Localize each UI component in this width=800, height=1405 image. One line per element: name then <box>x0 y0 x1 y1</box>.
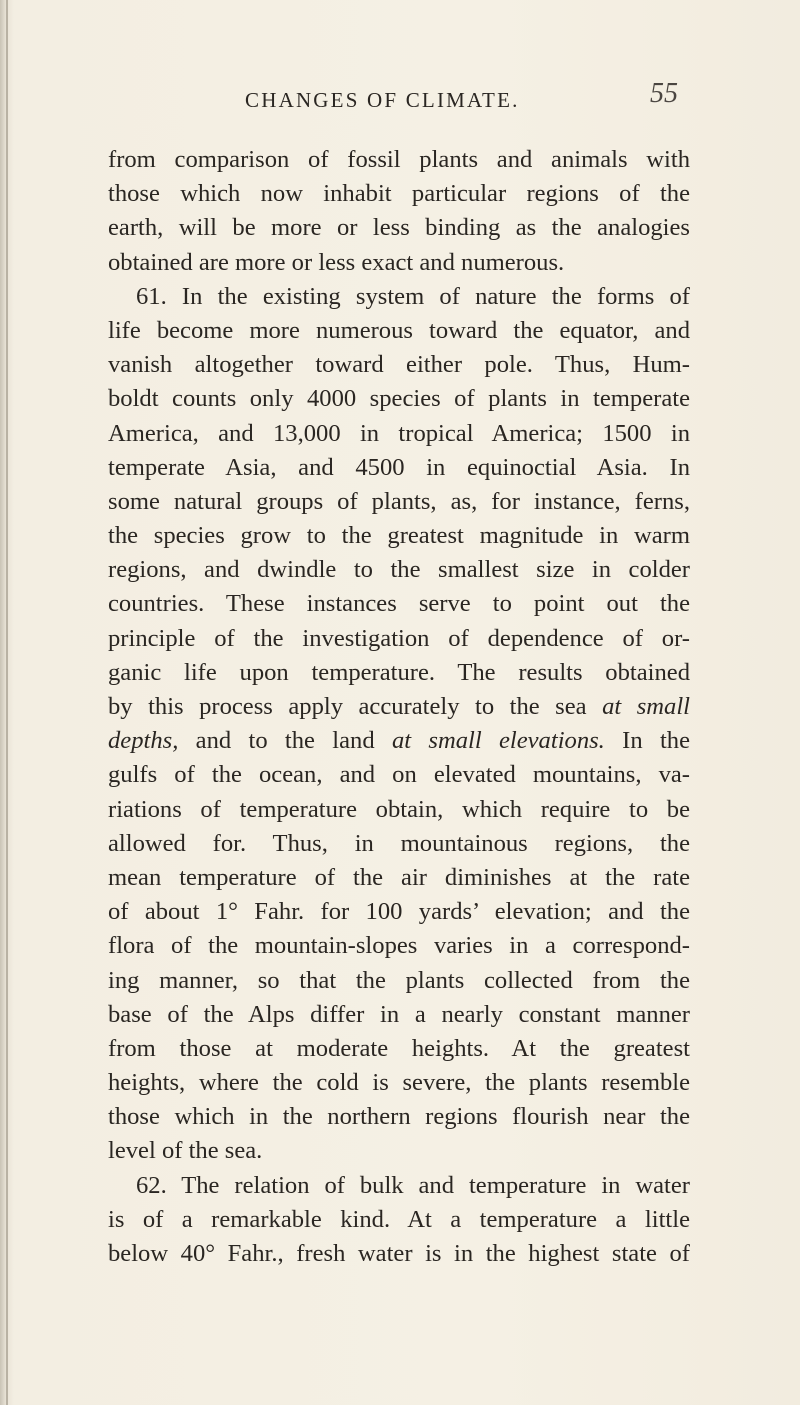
text-segment: heights, where the cold is severe, the plants resemble <box>108 1069 690 1097</box>
text-line <box>108 1066 690 1100</box>
text-line <box>108 382 690 416</box>
text-segment: temperate Asia, and 4500 in equinoctial Asia. In <box>108 453 690 481</box>
text-segment: principle of the investigation of dependence of or- <box>108 624 690 652</box>
text-segment: those which now inhabit particular regions of the <box>108 180 690 208</box>
text-segment: ganic life upon temperature. The results obtained <box>108 658 690 686</box>
text-segment: and to the land <box>178 727 392 755</box>
body-text <box>108 143 690 1271</box>
text-segment: boldt counts only 4000 species of plants in temperate <box>108 385 690 413</box>
text-line <box>108 348 690 382</box>
text-segment: flora of the mountain-slopes varies in a correspond- <box>108 932 690 960</box>
text-line <box>108 895 690 929</box>
text-line <box>108 280 690 314</box>
text-segment: the species grow to the greatest magnitude in warm <box>108 522 690 550</box>
text-line <box>108 690 690 724</box>
text-segment: life become more numerous toward the equator, and <box>108 316 690 344</box>
text-line <box>108 143 690 177</box>
text-segment: below 40° Fahr., fresh water is in the highest state of <box>108 1240 690 1267</box>
text-line <box>108 519 690 553</box>
text-segment: of about 1° Fahr. for 100 yards’ elevation; and the <box>108 898 690 926</box>
text-segment: base of the Alps differ in a nearly constant manner <box>108 1000 690 1028</box>
text-line <box>108 587 690 621</box>
text-line <box>108 758 690 792</box>
text-line <box>108 827 690 861</box>
text-segment: earth, will be more or less binding as the analogies <box>108 214 690 242</box>
text-line <box>108 314 690 348</box>
text-line <box>108 861 690 895</box>
running-head-title: CHANGES OF CLIMATE. <box>245 88 520 112</box>
text-line <box>108 177 690 211</box>
text-segment: allowed for. Thus, in mountainous regions, the <box>108 829 690 857</box>
text-line <box>108 724 690 758</box>
text-segment: mean temperature of the air diminishes at the rate <box>108 863 690 891</box>
text-line <box>108 1203 690 1237</box>
italic-text: at small elevations. <box>391 727 605 755</box>
text-segment: is of a remarkable kind. At a temperature a little <box>108 1205 690 1233</box>
text-segment: ing manner, so that the plants collected from the <box>108 966 690 994</box>
text-line <box>108 1032 690 1066</box>
text-segment: America, and 13,000 in tropical America; 1500 in <box>108 419 690 447</box>
text-segment: countries. These instances serve to point out the <box>108 590 690 618</box>
text-line <box>108 793 690 827</box>
text-segment: vanish altogether toward either pole. Thus, Hum- <box>108 351 690 379</box>
text-line <box>108 929 690 963</box>
text-segment: some natural groups of plants, as, for instance, ferns, <box>108 487 690 515</box>
text-segment: gulfs of the ocean, and on elevated mountains, va- <box>108 761 690 789</box>
text-line <box>108 417 690 451</box>
text-segment: by this process apply accurately to the sea <box>108 693 603 720</box>
text-segment: from those at moderate heights. At the greatest <box>108 1034 690 1062</box>
text-segment: regions, and dwindle to the smallest size in colder <box>108 556 690 584</box>
text-line <box>108 1100 690 1134</box>
text-line <box>108 211 690 245</box>
text-line <box>108 964 690 998</box>
text-line <box>108 1237 690 1271</box>
text-segment: 61. In the existing system of nature the forms of <box>136 282 690 310</box>
text-line <box>108 246 690 280</box>
text-line <box>108 553 690 587</box>
italic-text: at small <box>602 693 690 720</box>
text-line <box>108 451 690 485</box>
page-number: 55 <box>650 78 678 109</box>
text-segment: obtained are more or less exact and numerous. <box>108 248 565 276</box>
text-segment: from comparison of fossil plants and animals with <box>108 146 690 173</box>
text-segment: riations of temperature obtain, which require to be <box>108 795 690 823</box>
text-segment: those which in the northern regions flourish near the <box>108 1103 690 1131</box>
text-line <box>108 1134 690 1168</box>
text-segment: level of the sea. <box>108 1137 263 1165</box>
text-segment: 62. The relation of bulk and temperature in water <box>136 1171 690 1199</box>
text-line <box>108 622 690 656</box>
running-head <box>0 78 800 118</box>
page-gutter-edge <box>6 0 8 1405</box>
text-line <box>108 1169 690 1203</box>
text-line <box>108 998 690 1032</box>
text-line <box>108 485 690 519</box>
text-segment: In the <box>604 727 690 755</box>
text-line <box>108 656 690 690</box>
italic-text: depths, <box>108 727 179 755</box>
